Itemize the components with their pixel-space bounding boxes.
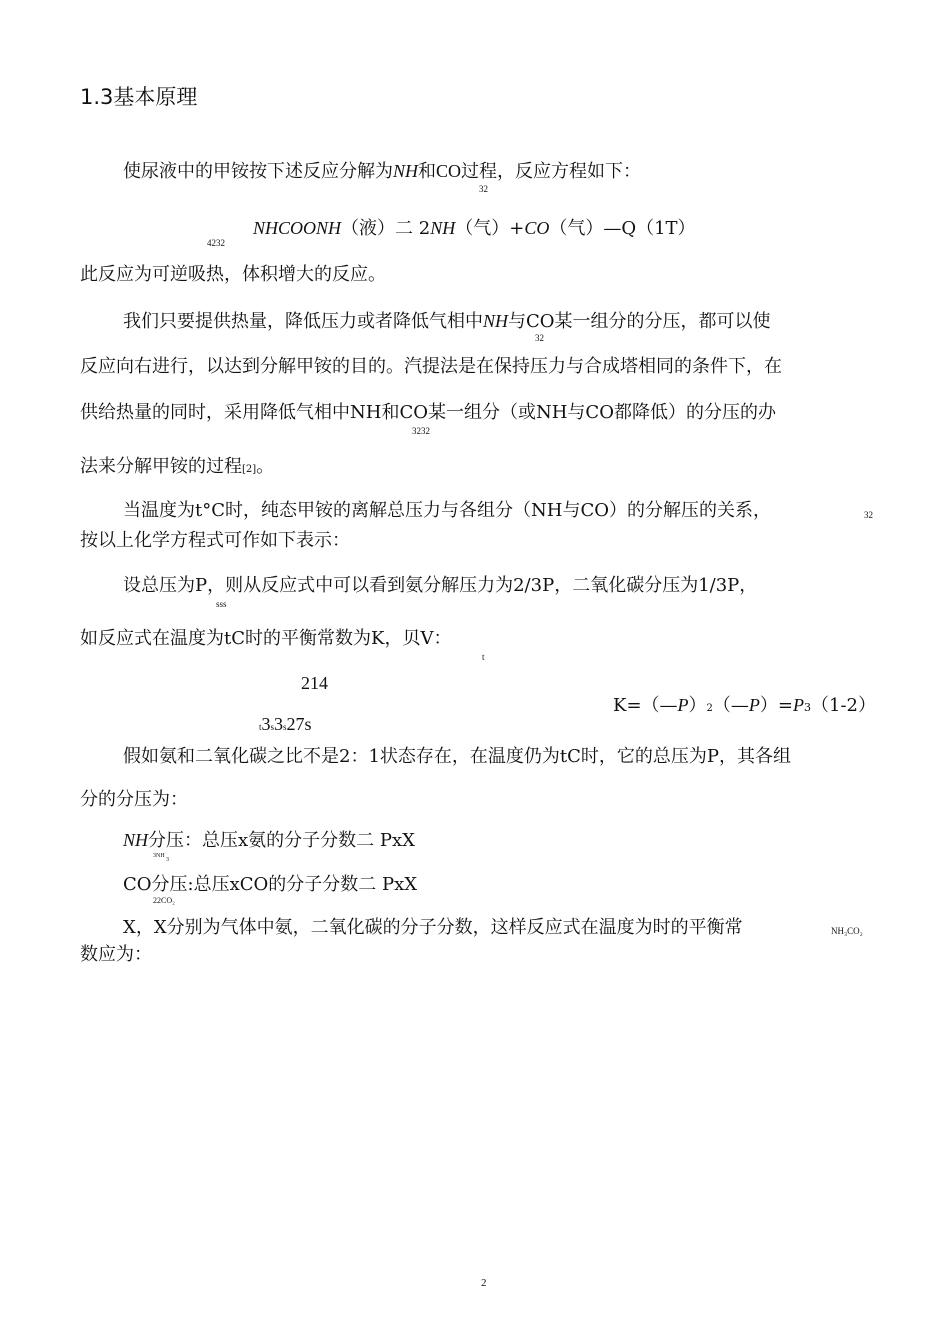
p1-nh: NH bbox=[393, 161, 419, 181]
eq2-low-t: t bbox=[259, 722, 262, 732]
paragraph-6-line-1: 假如氨和二氧化碳之比不是2：1状态存在，在温度仍为tC时，它的总压为P，其各组 bbox=[123, 746, 792, 767]
paragraph-3-line-4 bbox=[80, 456, 274, 481]
p1-and: 和 bbox=[418, 161, 437, 182]
p1-subscript: 32 bbox=[479, 184, 488, 194]
paragraph-1 bbox=[123, 160, 641, 183]
co-subscript: 22CO₂ bbox=[153, 896, 175, 905]
paragraph-5-line-1: 设总压为P，则从反应式中可以看到氨分解压力为2/3P，二氧化碳分压为1/3P， bbox=[123, 575, 758, 596]
eq2-p1: P bbox=[677, 695, 689, 715]
paragraph-2: 此反应为可逆吸热，体积增大的反应。 bbox=[80, 264, 386, 285]
eq1-reactant: NHCOONH bbox=[253, 218, 342, 238]
p1-rest: 过程，反应方程如下： bbox=[461, 161, 642, 182]
eq2-low-3b: 3 bbox=[274, 714, 284, 734]
eq1-co: CO bbox=[524, 218, 550, 238]
paragraph-4-line-1: 当温度为t°C时，纯态甲铵的离解总压力与各组分（NH与CO）的分解压的关系， bbox=[123, 500, 771, 521]
eq2-p2: P bbox=[748, 695, 760, 715]
p5-subscript: sss bbox=[216, 599, 227, 609]
nh-subscript-2: 3 bbox=[166, 857, 169, 863]
p3-text-d: 法来分解甲铵的过程 bbox=[80, 456, 242, 477]
eq2-low-s1: s bbox=[270, 722, 275, 732]
co-partial-pressure: CO分压:总压xCO的分子分数二 PxX bbox=[123, 874, 418, 895]
eq2-exp3: 3 bbox=[804, 701, 811, 714]
eq1-nh: NH bbox=[430, 218, 456, 238]
p7-subscript: NH₃CO₂ bbox=[831, 926, 863, 936]
nh-symbol: NH bbox=[123, 830, 149, 850]
eq2-open2: （— bbox=[712, 695, 749, 716]
p1-text: 使尿液中的甲铵按下述反应分解为 bbox=[123, 161, 393, 182]
paragraph-3-line-3: 供给热量的同时，采用降低气相中NH和CO某一组分（或NH与CO都降低）的分压的办 bbox=[80, 402, 776, 423]
section-heading: 1.3基本原理 bbox=[80, 85, 198, 109]
p3-reference: [2] bbox=[242, 464, 257, 475]
p1-co: CO bbox=[436, 161, 462, 181]
page-number: 2 bbox=[481, 1277, 487, 1289]
eq2-low-3a: 3 bbox=[261, 714, 271, 734]
eq2-p3: P bbox=[793, 695, 804, 715]
p3-nh: NH bbox=[483, 311, 509, 331]
nh-partial-pressure bbox=[123, 829, 415, 852]
p3-text-b: 与CO某一组分的分压，都可以使 bbox=[508, 311, 771, 332]
eq1-subscript: 4232 bbox=[207, 238, 225, 248]
paragraph-5-line-2: 如反应式在温度为tC时的平衡常数为K，贝V： bbox=[80, 628, 452, 649]
p3-text-a: 我们只要提供热量，降低压力或者降低气相中 bbox=[123, 311, 483, 332]
nh-text: 分压：总压x氨的分子分数二 PxX bbox=[148, 830, 415, 851]
p3-subscript-1: 32 bbox=[535, 333, 544, 343]
p3-end: 。 bbox=[256, 456, 275, 477]
eq2-low-27s: 27s bbox=[286, 714, 312, 734]
paragraph-3-line-1 bbox=[123, 310, 771, 333]
eq2-number: （1-2） bbox=[811, 695, 876, 716]
paragraph-6-line-2: 分的分压为： bbox=[80, 789, 188, 810]
paragraph-4-line-2: 按以上化学方程式可作如下表示： bbox=[80, 530, 350, 551]
paragraph-3-line-2: 反应向右进行，以达到分解甲铵的目的。汽提法是在保持压力与合成塔相同的条件下，在 bbox=[80, 356, 782, 377]
equation-1 bbox=[253, 217, 696, 240]
eq1-rest: （气）—Q（1T） bbox=[549, 218, 696, 239]
eq2-lower-indices bbox=[259, 713, 312, 738]
eq2-low-s2: s bbox=[283, 722, 287, 732]
eq1-gas: （气）+ bbox=[455, 218, 525, 239]
p5-subscript-t: t bbox=[482, 652, 485, 662]
paragraph-7-line-2: 数应为： bbox=[80, 944, 152, 965]
nh-subscript: 3NH bbox=[153, 853, 165, 859]
equation-2 bbox=[613, 694, 876, 720]
eq2-eq: ）= bbox=[759, 695, 793, 716]
eq2-close1: ） bbox=[688, 695, 707, 716]
p3-subscript-2: 3232 bbox=[412, 426, 430, 436]
eq2-exp2: 2 bbox=[706, 703, 713, 714]
eq2-k: K=（— bbox=[613, 695, 678, 716]
eq1-liquid: （液）二 2 bbox=[341, 218, 431, 239]
eq2-coefficients: 214 bbox=[301, 673, 328, 693]
p4-subscript: 32 bbox=[864, 510, 873, 520]
paragraph-7-line-1: X，X分别为气体中氨，二氧化碳的分子分数，这样反应式在温度为时的平衡常 bbox=[123, 917, 743, 938]
